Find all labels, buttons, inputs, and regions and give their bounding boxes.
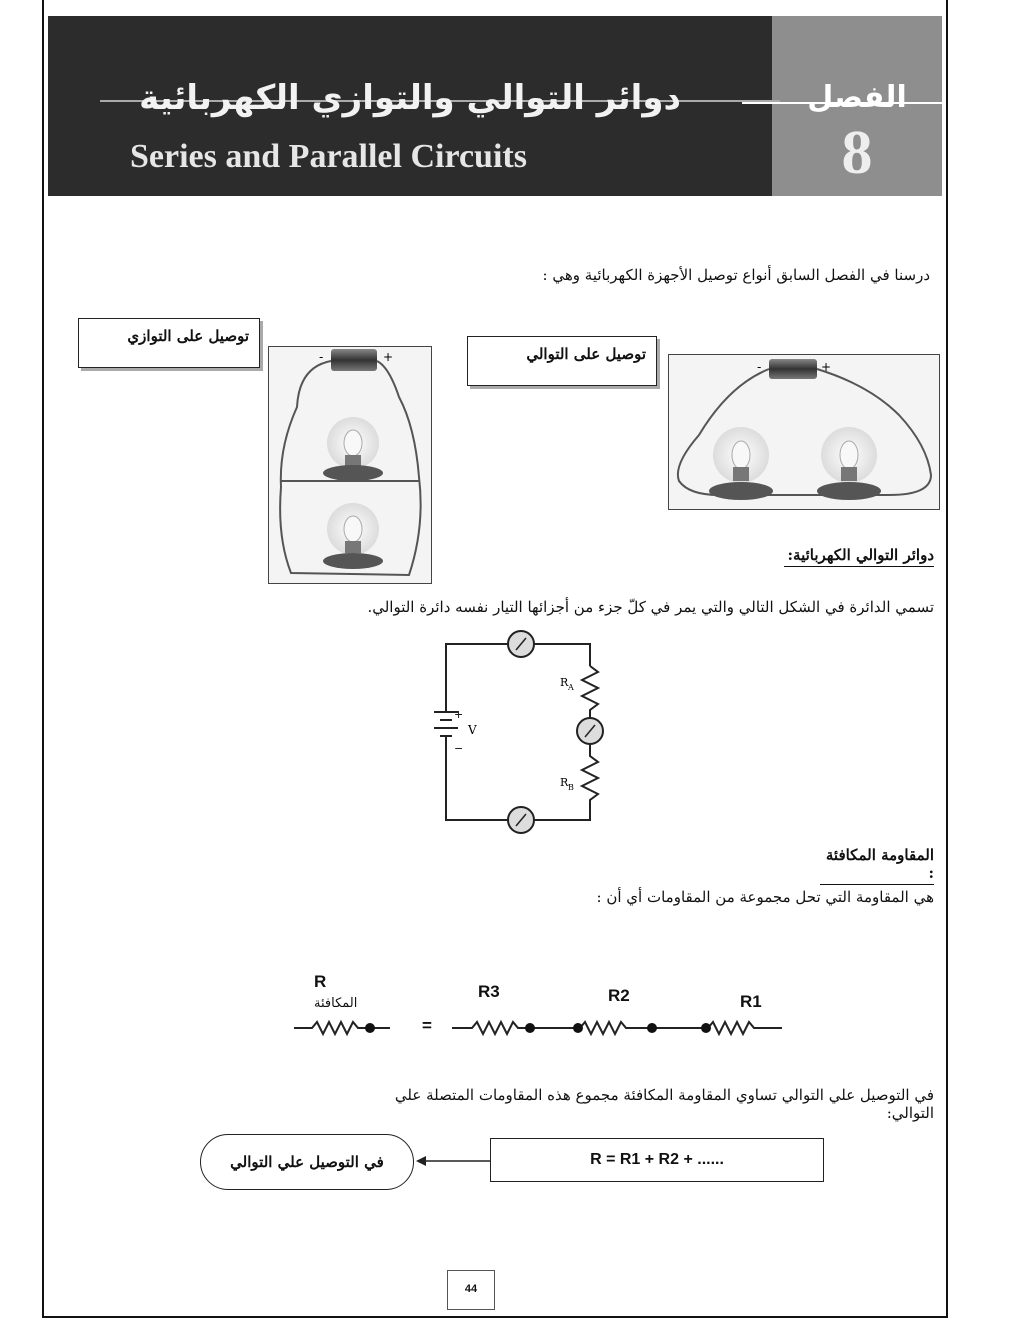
resistor-r3	[452, 1022, 530, 1034]
arrow-icon	[414, 1152, 492, 1170]
equivalent-definition: هي المقاومة التي تحل مجموعة من المقاومات أي أن :	[596, 888, 934, 906]
page-number: 44	[447, 1270, 495, 1310]
chapter-label: الفصل	[807, 80, 907, 115]
series-rule-text: في التوصيل علي التوالي تساوي المقاومة المكافئة مجموع هذه المقاومات المتصلة علي التوالي:	[394, 1086, 934, 1122]
resistor-r1	[652, 1022, 782, 1034]
resistor-b-subscript: B	[568, 783, 574, 792]
meter-icon-middle	[577, 718, 603, 744]
battery-icon	[331, 349, 377, 371]
series-label-box	[467, 336, 657, 386]
equivalent-resistor	[294, 1022, 390, 1034]
equivalent-heading: المقاومة المكافئة :	[820, 846, 934, 885]
resistor-a-label: R	[560, 676, 569, 689]
resistor-chain	[290, 1014, 790, 1044]
meter-icon-top	[508, 631, 534, 657]
r3-label: R3	[478, 982, 500, 1001]
resistor-a-subscript: A	[568, 683, 574, 692]
series-heading: دوائر التوالي الكهربائية:	[784, 546, 934, 567]
svg-text:+: +	[383, 350, 394, 364]
equivalent-r-label: R	[314, 972, 327, 991]
node-dot	[573, 1023, 583, 1033]
intro-text: درسنا في الفصل السابق أنواع توصيل الأجهزة الكهربائية وهي :	[542, 266, 930, 284]
series-oval-label	[200, 1134, 414, 1190]
node-dot	[365, 1023, 375, 1033]
equivalent-r-subscript: المكافئة	[314, 996, 358, 1011]
battery-icon	[769, 359, 817, 379]
title-english: Series and Parallel Circuits	[130, 138, 527, 175]
formula-box	[490, 1138, 824, 1182]
series-definition: تسمي الدائرة في الشكل التالي والتي يمر في كلّ جزء من أجزائها التيار نفسه دائرة التوالي.	[367, 598, 934, 616]
series-circuit-drawing	[669, 355, 939, 509]
parallel-circuit-drawing	[269, 347, 431, 583]
resistor-r2	[530, 1022, 652, 1034]
svg-text:+: +	[821, 360, 832, 374]
series-circuit-schematic	[420, 630, 620, 834]
r1-label: R1	[740, 992, 762, 1011]
chapter-number: 8	[841, 119, 873, 187]
equals-sign: =	[422, 1016, 432, 1035]
voltage-label: V	[468, 723, 477, 737]
node-dot	[701, 1023, 711, 1033]
svg-text:-: -	[757, 360, 762, 374]
battery-plus-sign: +	[454, 708, 464, 721]
battery-minus-sign: −	[454, 742, 464, 755]
parallel-label-box	[78, 318, 260, 368]
resistor-b-label: R	[560, 776, 569, 789]
node-dot	[647, 1023, 657, 1033]
formula-text: R = R1 + R2 + ......	[590, 1151, 724, 1168]
meter-icon-bottom	[508, 807, 534, 833]
svg-text:-: -	[319, 350, 324, 364]
title-arabic: دوائر التوالي والتوازي الكهربائية	[139, 78, 681, 118]
series-circuit-photo	[668, 354, 940, 510]
r2-label: R2	[608, 986, 630, 1005]
parallel-label: توصيل على التوازي	[127, 327, 249, 345]
node-dot	[525, 1023, 535, 1033]
parallel-circuit-photo	[268, 346, 432, 584]
oval-text: في التوصيل علي التوالي	[230, 1153, 384, 1171]
series-label: توصيل على التوالي	[526, 345, 646, 363]
